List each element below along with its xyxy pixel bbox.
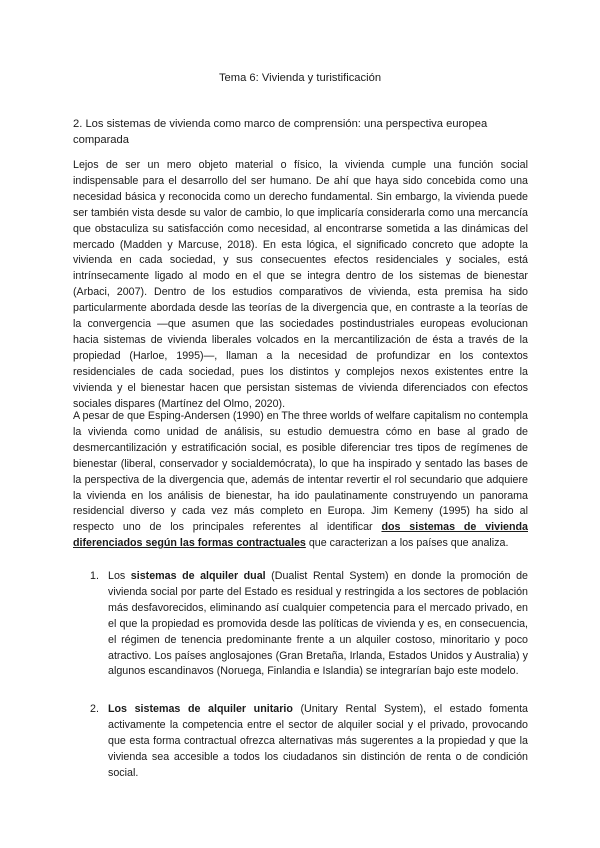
paragraph-2	[73, 409, 528, 552]
list-item-prefix: Los	[108, 570, 131, 582]
list-item-body: (Unitary Rental System), el estado fomenta activamente la competencia entre el sector de alquiler social y el privado, provocando que esta forma contractual ofrezca alternativas más sugerentes a la propiedad y que la vivienda sea accesible a todos los ciudadanos sin distinción de renta o de condición social.	[108, 703, 528, 779]
paragraph-2-text-start: A pesar de que Esping-Andersen (1990) en The three worlds of welfare capitalism no contempla la vivienda como unidad de análisis, su estudio demuestra cómo en base al grado de desmercantilización y estratificación social, es posible diferenciar tres tipos de regímenes de bienestar (liberal, conservador y socialdemócrata), lo que ha inspirado y sentado las bases de la perspectiva de la divergencia que, además de intentar revertir el rol secundario que adquiere la vivienda en los análisis de bienestar, ha ido paulatinamente construyendo un panorama residencial diverso y cada vez más completo en Europa. Jim Kemeny (1995) ha sido al respecto uno de los principales referentes al identificar	[73, 410, 528, 534]
paragraph-2-emphasis: dos sistemas de vivienda diferenciados según las formas contractuales	[73, 521, 528, 550]
list-item-number: 2.	[90, 703, 99, 715]
list-item-body: (Dualist Rental System) en donde la promoción de vivienda social por parte del Estado es residual y restringida a los sectores de población más desfavorecidos, eliminando así cualquier competencia para el mercado privado, en el que la propiedad es promovida desde las políticas de vivienda y es, en consecuencia, el régimen de tenencia predominante frente a un alquiler costoso, minoritario y poco atractivo. Los países anglosajones (Gran Bretaña, Irlanda, Estados Unidos y Australia) y algunos escandinavos (Noruega, Finlandia e Islandia) se integrarían bajo este modelo.	[108, 570, 528, 678]
section-heading: 2. Los sistemas de vivienda como marco de comprensión: una perspectiva europea comparada	[73, 118, 488, 146]
paragraph-1: Lejos de ser un mero objeto material o físico, la vivienda cumple una función social indispensable para el desarrollo del ser humano. De ahí que haya sido concebida como una necesidad básica y reconocida como un derecho fundamental. Sin embargo, la vivienda puede ser también vista desde su valor de cambio, lo que implicaría considerarla como una mercancía que obstaculiza su satisfacción como necesidad, al encontrarse sometida a las dinámicas del mercado (Madden y Marcuse, 2018). En esta lógica, el significado concreto que adopte la vivienda en cada sociedad, y sus consecuentes efectos residenciales y sociales, está intrínsecamente ligado al modo en el que se integra dentro de los sistemas de bienestar (Arbaci, 2007). Dentro de los estudios comparativos de vivienda, esta premisa ha sido particularmente abordada desde las teorías de la divergencia que, en contraste a la teorías de la convergencia —que asumen que las sociedades postindustriales europeas evolucionan hacia sistemas de vivienda liberales volcados en la mercantilización de ésta a través de la propiedad (Harloe, 1995)—, llaman a la necesidad de profundizar en los contextos residenciales de cada sociedad, pues los distintos y complejos nexos existentes entre la vivienda y el bienestar hacen que persistan sistemas de vivienda diferenciados con efectos sociales dispares (Martínez del Olmo, 2020).	[73, 159, 528, 410]
document-title: Tema 6: Vivienda y turistificación	[218, 72, 382, 84]
list-item-bold: Los sistemas de alquiler unitario	[108, 703, 293, 715]
list-item-number: 1.	[90, 570, 99, 582]
list-item-text	[108, 569, 528, 680]
list-item-bold: sistemas de alquiler dual	[130, 570, 266, 582]
list-item-text	[108, 702, 528, 782]
paragraph-2-text-end: que caracterizan a los países que analiza.	[305, 537, 509, 550]
